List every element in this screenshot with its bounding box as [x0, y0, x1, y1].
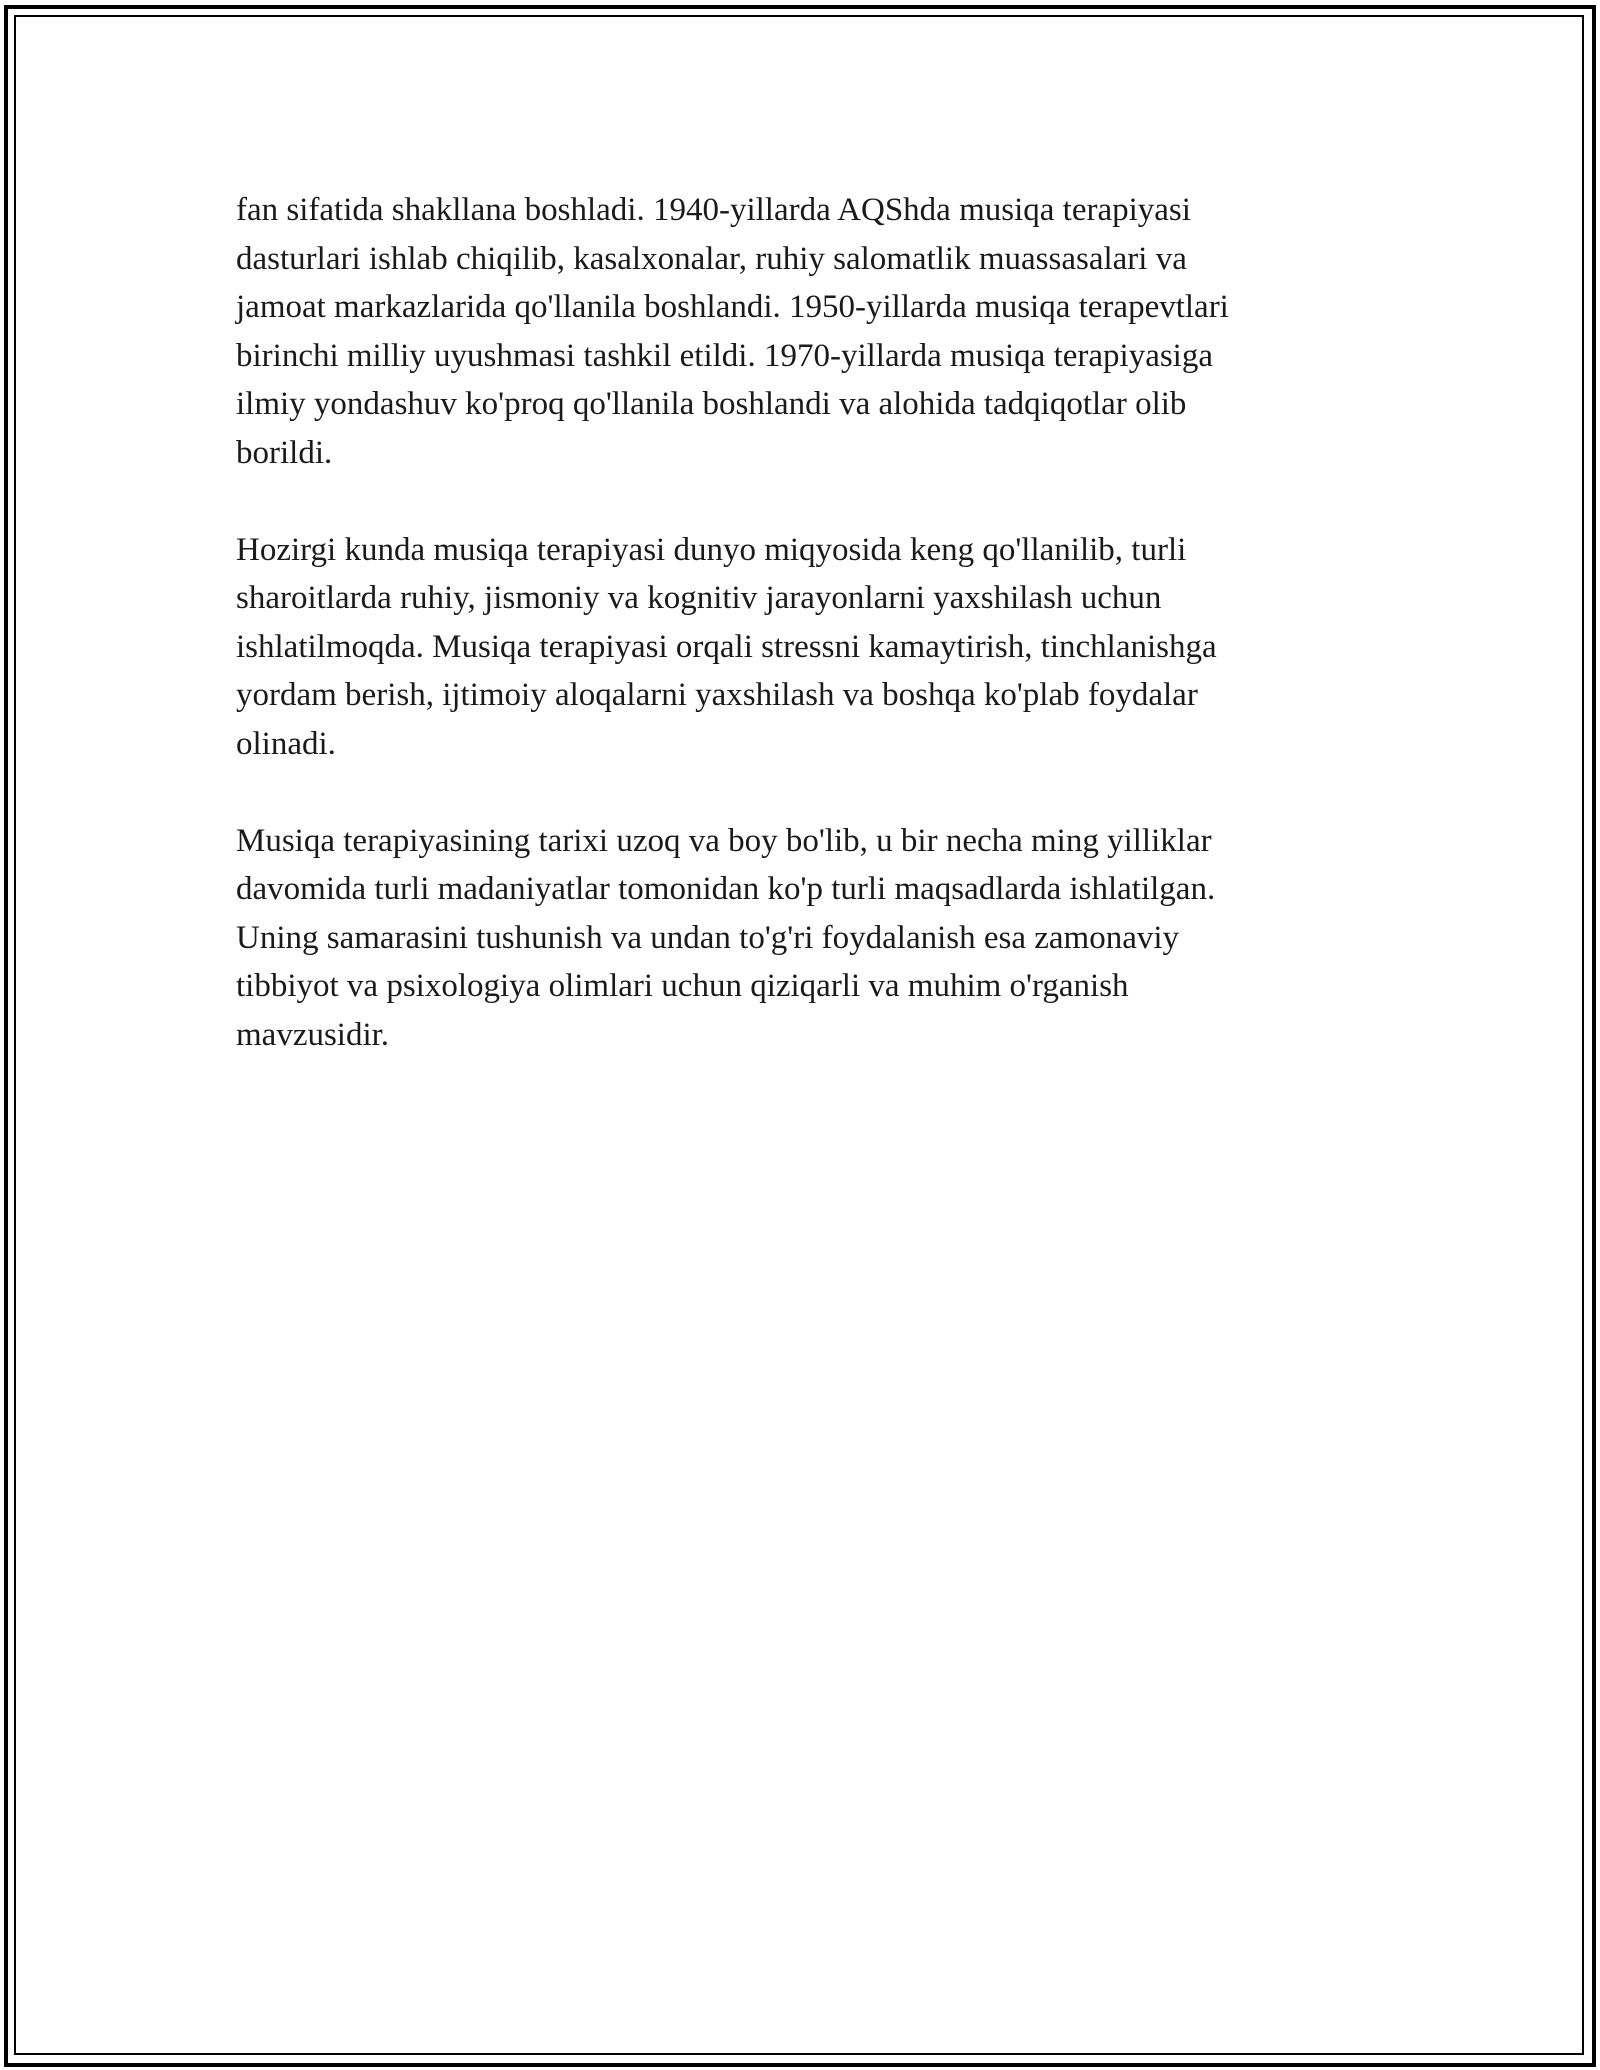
paragraph-history: fan sifatida shakllana boshladi. 1940-yillarda AQShda musiqa terapiyasi dasturlari ishlab chiqilib, kasalxonalar, ruhiy salomatlik muassasalari va jamoat markazlarida qo'llanila boshlandi. 1950-yillarda musiqa terapevtlari birinchi milliy uyushmasi tashkil etildi. 1970-yillarda musiqa terapiyasiga ilmiy yondashuv ko'proq qo'llanila boshlandi va alohida tadqiqotlar olib borildi. [236, 192, 1229, 471]
paragraph-current-use: Hozirgi kunda musiqa terapiyasi dunyo miqyosida keng qo'llanilib, turli sharoitlarda ruhiy, jismoniy va kognitiv jarayonlarni yaxshilash uchun ishlatilmoqda. Musiqa terapiyasi orqali stressni kamaytirish, tinchlanishga yordam berish, ijtimoiy aloqalarni yaxshilash va boshqa ko'plab foydalar olinadi. [236, 531, 1217, 762]
paragraph-conclusion: Musiqa terapiyasining tarixi uzoq va boy bo'lib, u bir necha ming yilliklar davomida turli madaniyatlar tomonidan ko'p turli maqsadlarda ishlatilgan. Uning samarasini tushunish va undan to'g'ri foydalanish esa zamonaviy tibbiyot va psixologiya olimlari uchun qiziqarli va muhim o'rganish mavzusidir. [236, 822, 1216, 1053]
document-body [236, 186, 1364, 1108]
